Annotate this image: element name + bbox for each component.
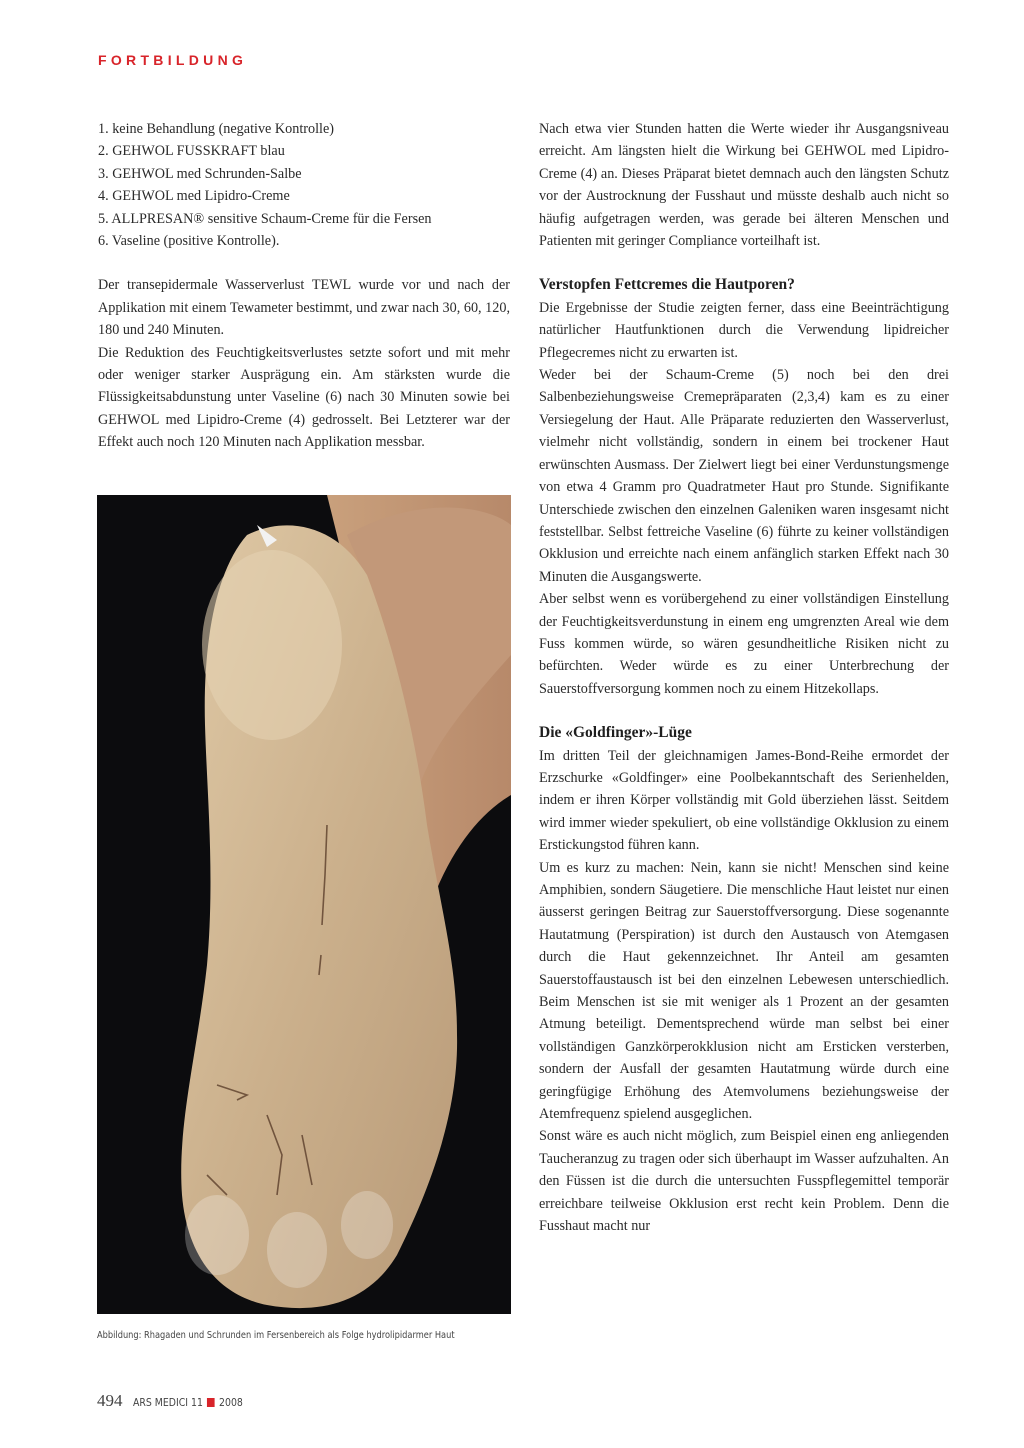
paragraph: Die Reduktion des Feuchtigkeitsverlustes setzte sofort und mit mehr oder weniger starker Ausprägung ein. Am stärksten wurde die Flüssigkeitsabdunstung unter Vaseline (6) nach 30 Minuten sowie bei GEHWOL med Lipidro-Creme (4) gedrosselt. Bei Letzterer war der Effekt auch noch 120 Minuten nach Applikation messbar. (98, 344, 510, 451)
paragraph: Nach etwa vier Stunden hatten die Werte wieder ihr Ausgangsniveau erreicht. Am längsten hielt die Wirkung bei GEHWOL med Lipidro-Creme (4) an. Dieses Präparat bietet demnach auch den längsten Schutz vor der Austrocknung der Fusshaut und müsste deshalb auch nicht so häufig aufgetragen werden, was gerade bei älteren Menschen und Patienten mit geringer Compliance vorteilhaft ist. (539, 121, 949, 250)
section-heading: Verstopfen Fettcremes die Hautporen? (539, 276, 795, 294)
treatment-list (98, 118, 510, 252)
figure-caption: Abbildung: Rhagaden und Schrunden im Fersenbereich als Folge hydrolipidarmer Haut (97, 1330, 455, 1341)
paragraph: Um es kurz zu machen: Nein, kann sie nicht! Menschen sind keine Amphibien, sondern Säugetiere. Die menschliche Haut leistet nur einen äusserst geringen Beitrag zur Sauerstoffversorgung. Diese sogenannte Hautatmung (Perspiration) ist durch den Austausch von Atemgasen durch die Haut gekennzeichnet. Ihr Anteil am gesamten Sauerstoffaustausch ist bei den einzelnen Lebewesen unterschiedlich. Beim Menschen ist sie mit weniger als 1 Prozent an der gesamten Atmung beteiligt. Dementsprechend würde man selbst bei einer vollständigen Ganzkörperokklusion nicht am Ersticken versterben, sondern der Ausfall der gesamten Hautatmung würde durch eine geringfügige Erhöhung des Atemvolumens beziehungsweise der Atemfrequenz spielend ausgeglichen. (539, 859, 949, 1123)
paragraph: Sonst wäre es auch nicht möglich, zum Beispiel einen eng anliegenden Taucheranzug zu tragen oder sich überhaupt im Wasser aufzuhalten. An den Füssen ist die durch die untersuchten Fusspflegemittel temporär erreichbare teilweise Okklusion erst recht kein Problem. Denn die Fusshaut macht nur (539, 1128, 949, 1235)
foot-photo (97, 495, 511, 1314)
section-label: FORTBILDUNG (98, 52, 248, 68)
paragraph: Im dritten Teil der gleichnamigen James-Bond-Reihe ermordet der Erzschurke «Goldfinger» eine Poolbekanntschaft des Serienhelden, indem er ihren Körper vollständig mit Gold überziehen lässt. Seitdem wird immer wieder spekuliert, ob eine vollständige Okklusion zu einem Erstickungstod führen kann. (539, 747, 949, 854)
red-square-icon (207, 1398, 215, 1407)
section-heading: Die «Goldfinger»-Lüge (539, 724, 692, 742)
list-item: 4. GEHWOL med Lipidro-Creme (98, 188, 290, 205)
list-item: 1. keine Behandlung (negative Kontrolle) (98, 121, 334, 137)
right-column (539, 118, 949, 1238)
foot-photo-image (97, 495, 511, 1314)
list-item: 3. GEHWOL med Schrunden-Salbe (98, 165, 302, 182)
paragraph: Der transepidermale Wasserverlust TEWL wurde vor und nach der Applikation mit einem Tewameter bestimmt, und zwar nach 30, 60, 120, 180 und 240 Minuten. (98, 277, 510, 339)
paragraph: Weder bei der Schaum-Creme (5) noch bei den drei Salbenbeziehungsweise Cremepräparaten (2,3,4) kam es zu einer Versiegelung der Haut. Alle Präparate reduzierten den Wasserverlust, vielmehr nicht vollständig, sondern in einem bei trockener Haut erwünschten Ausmass. Der Zielwert liegt bei einer Verdunstungsmenge von etwa 4 Gramm pro Quadratmeter Haut pro Stunde. Signifikante Unterschiede zwischen den einzelnen Galeniken waren insgesamt nicht feststellbar. Selbst fettreiche Vaseline (6) führte zu keiner vollständigen Okklusion und erreichte nach einem anfänglich starken Effekt nach 30 Minuten die Ausgangswerte. (539, 367, 949, 585)
journal-name: ARS MEDICI 11 (132, 1396, 203, 1409)
left-column (98, 118, 510, 454)
page-number: 494 (97, 1391, 123, 1410)
journal-year: 2008 (218, 1396, 243, 1409)
list-item: 5. ALLPRESAN® sensitive Schaum-Creme für die Fersen (98, 210, 432, 227)
list-item: 2. GEHWOL FUSSKRAFT blau (98, 143, 285, 160)
paragraph: Die Ergebnisse der Studie zeigten ferner, dass eine Beeinträchtigung natürlicher Hautfunktionen durch die Verwendung lipidreicher Pflegecremes nicht zu erwarten ist. (539, 299, 949, 361)
paragraph: Aber selbst wenn es vorübergehend zu einer vollständigen Einstellung der Feuchtigkeitsverdunstung in einem eng umgrenzten Areal wie dem Fuss kommen würde, so wären gesundheitliche Risiken nicht zu befürchten. Weder würde es zu einer Unterbrechung der Sauerstoffversorgung kommen noch zu einem Hitzekollaps. (539, 591, 949, 697)
list-item: 6. Vaseline (positive Kontrolle). (98, 233, 280, 250)
journal-info (133, 1396, 243, 1409)
page-footer (97, 1391, 262, 1415)
